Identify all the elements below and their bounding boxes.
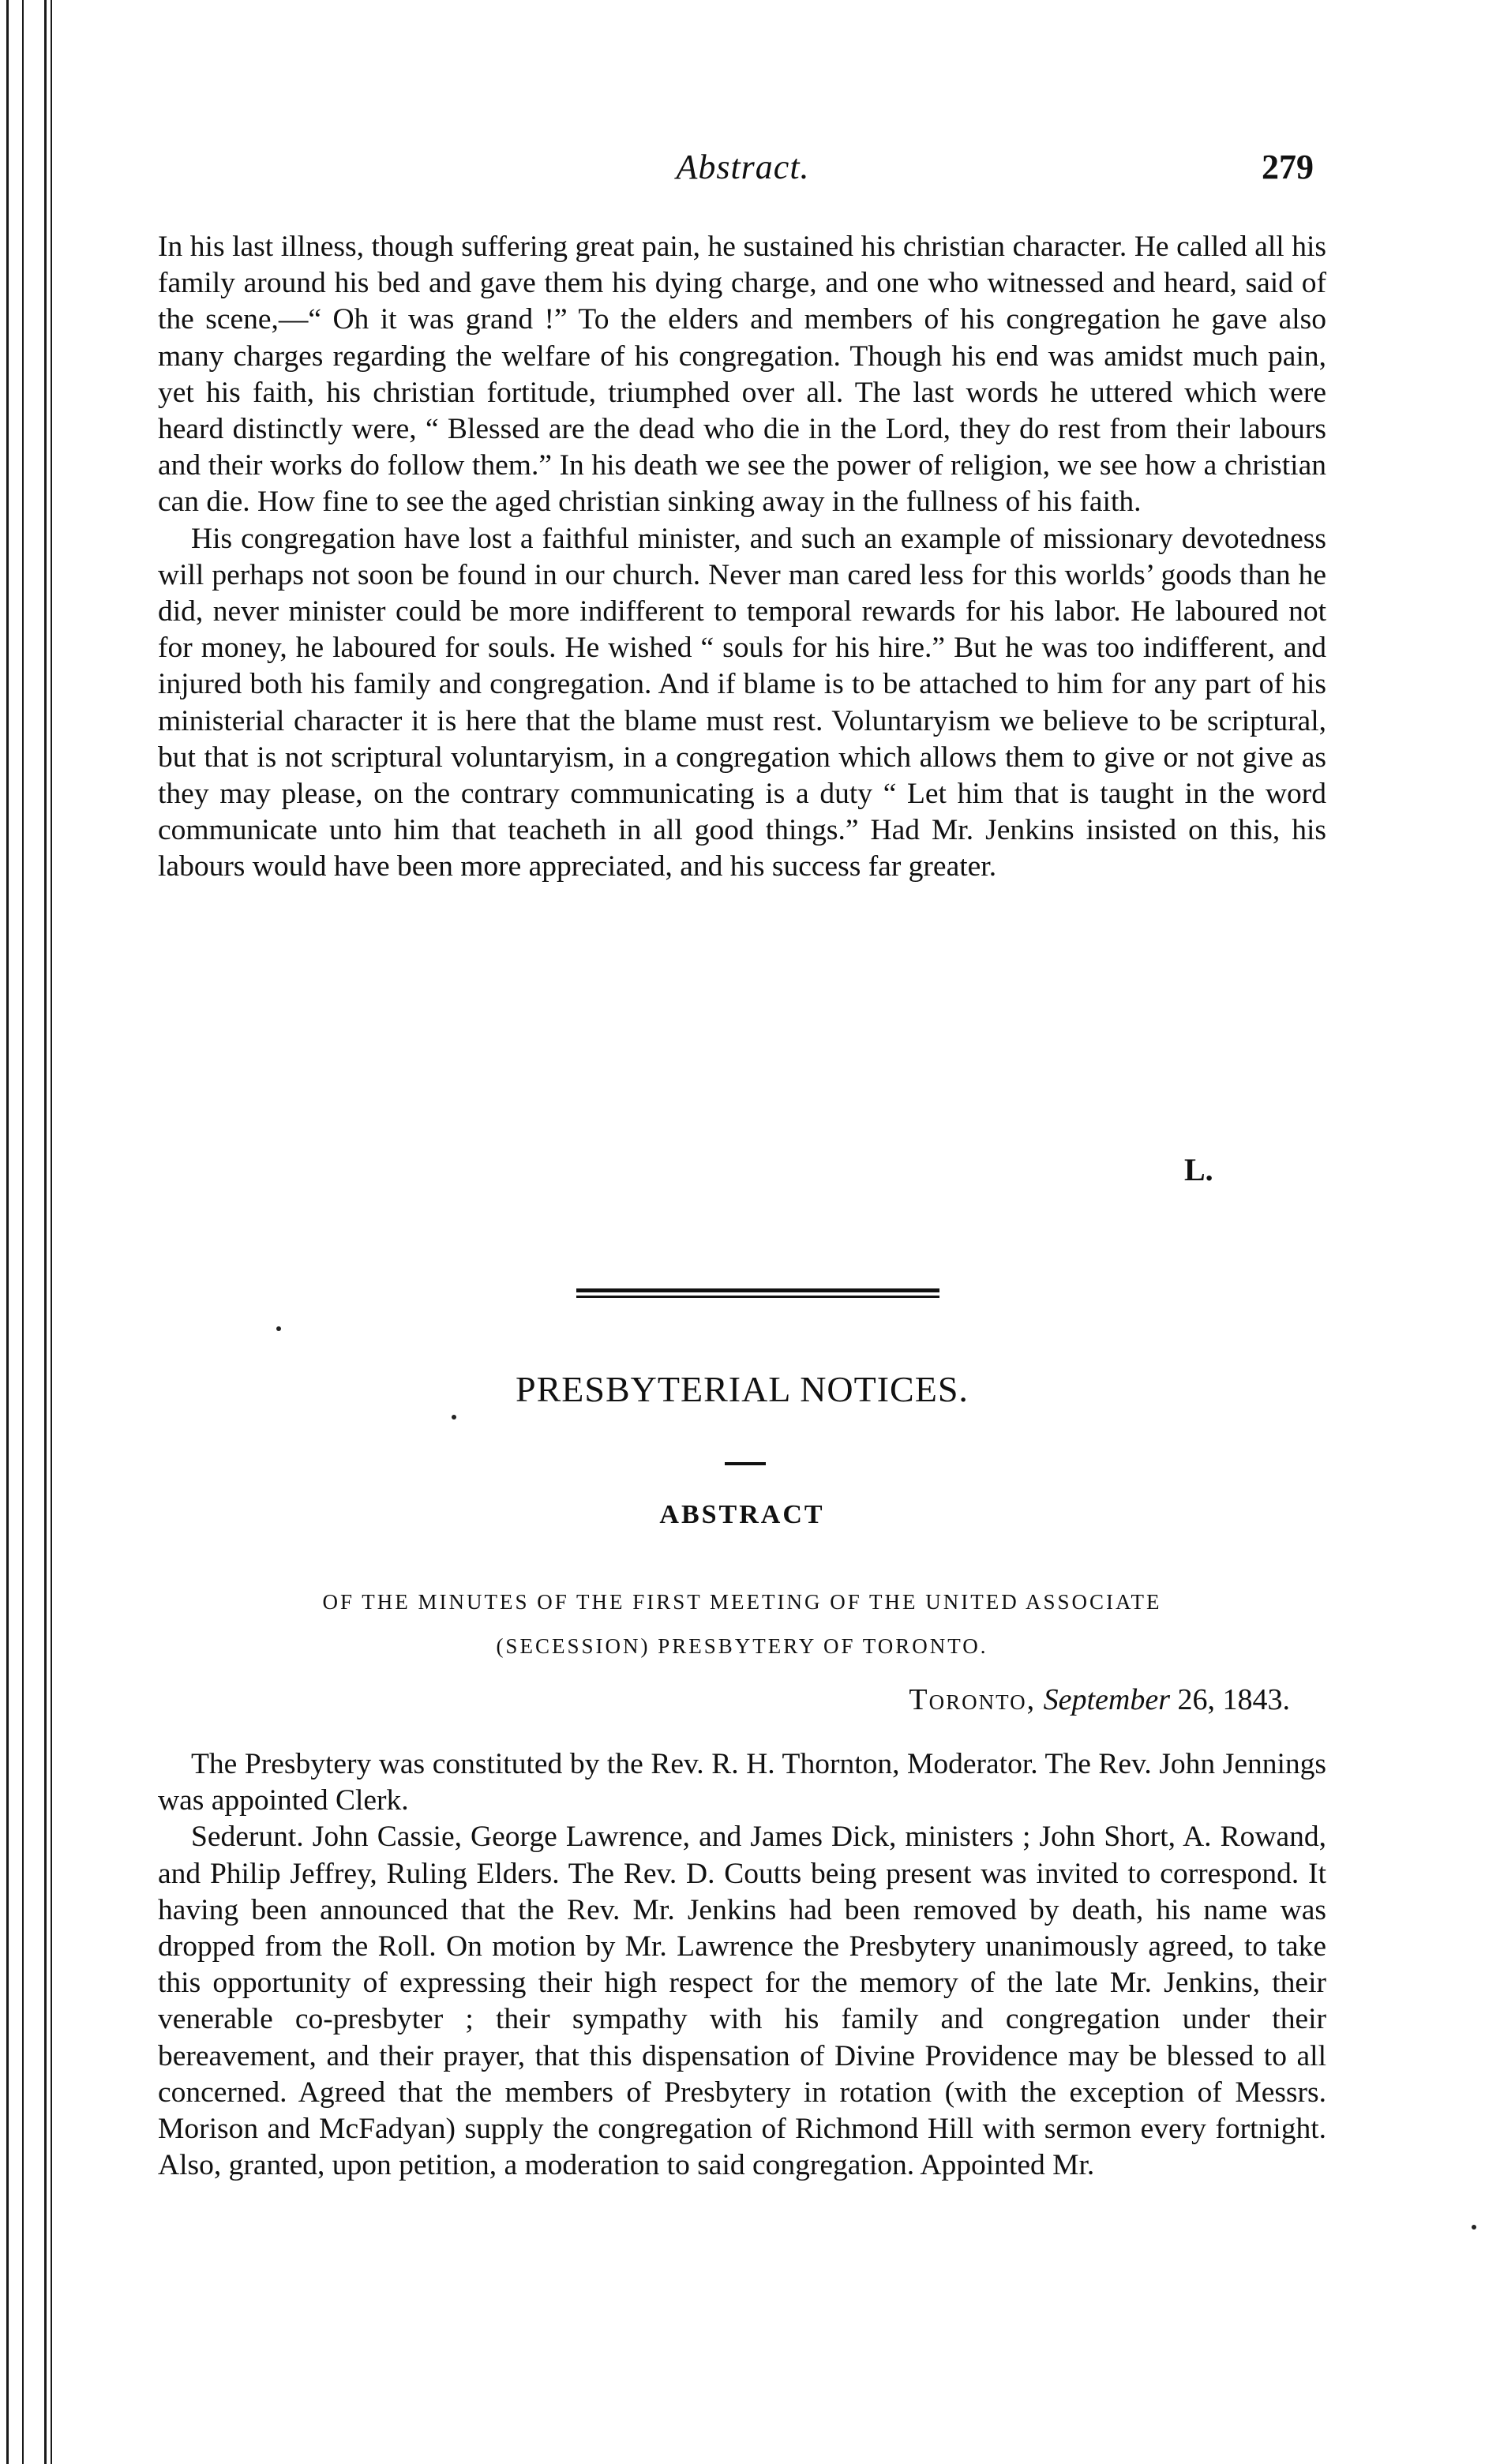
page-binding-edge (0, 0, 63, 2464)
minutes-paragraph-1: The Presbytery was constituted by the Rev. R. H. Thornton, Moderator. The Rev. John Jennings was appointed Clerk. (158, 1748, 1326, 1817)
minutes-text (158, 1746, 1326, 2184)
section-divider-rule (576, 1288, 939, 1298)
abstract-title: ABSTRACT (659, 1500, 825, 1529)
obituary-paragraph-1: In his last illness, though suffering great pain, he sustained his christian character. He called all his family around his bed and gave them his dying charge, and one who witnessed and heard, said of the scene,—“ Oh it was grand !” To the elders and members of his congregation he gave also many charges regarding the welfare of his congregation. Though his end was amidst much pain, yet his faith, his christian fortitude, triumphed over all. The last words he uttered which were heard distinctly were, “ Blessed are the dead who die in the Lord, they do rest from their labours and their works do follow them.” In his death we see the power of religion, we see how a christian can die. How fine to see the aged christian sinking away in the fullness of his faith. (158, 231, 1326, 519)
minutes-paragraph-2: Sederunt. John Cassie, George Lawrence, and James Dick, ministers ; John Short, A. Rowand, and Philip Jeffrey, Ruling Elders. The Rev. D. Coutts being present was invited to correspond. It having been announced that the Rev. Mr. Jenkins had been removed by death, his name was dropped from the Roll. On motion by Mr. Lawrence the Presbytery unanimously agreed, to take this opportunity of expressing their high respect for the memory of the late Mr. Jenkins, their venerable co-presbyter ; their sympathy with his family and congregation under their bereavement, and their prayer, that this dispensation of Divine Providence may be blessed to all concerned. Agreed that the members of Presbytery in rotation (with the exception of Messrs. Morison and McFadyan) supply the congregation of Richmond Hill with sermon every fortnight. Also, granted, upon petition, a moderation to said congregation. Appointed Mr. (158, 1821, 1326, 2182)
short-divider-rule (725, 1462, 766, 1465)
stray-mark (1472, 2225, 1476, 2230)
running-head: Abstract. (676, 148, 810, 186)
dateline (909, 1682, 1290, 1717)
signature: L. (1184, 1152, 1213, 1187)
dateline-month: September (1043, 1683, 1170, 1716)
section-title: PRESBYTERIAL NOTICES. (516, 1369, 969, 1409)
minutes-title-line-2: (SECESSION) PRESBYTERY OF TORONTO. (496, 1634, 988, 1658)
page-number: 279 (1262, 148, 1314, 186)
page-header (155, 147, 1331, 210)
minutes-title-line-1: OF THE MINUTES OF THE FIRST MEETING OF THE UNITED ASSOCIATE (322, 1590, 1162, 1614)
dateline-place: Toronto, (909, 1683, 1037, 1716)
obituary-paragraph-2: His congregation have lost a faithful minister, and such an example of missionary devotedness will perhaps not soon be found in our church. Never man cared less for this worlds’ goods than he did, never minister could be more indifferent to temporal rewards for his labor. He laboured not for money, he laboured for souls. He wished “ souls for his hire.” But he was too indifferent, and injured both his family and congregation. And if blame is to be attached to him for any part of his ministerial character it is here that the blame must rest. Voluntaryism we believe to be scriptural, but that is not scriptural voluntaryism, in a congregation which allows them to give or not give as they may please, on the contrary communicating is a duty “ Let him that is taught in the word communicate unto him that teacheth in all good things.” Had Mr. Jenkins insisted on this, his labours would have been more appreciated, and his success far greater. (158, 522, 1326, 883)
stray-mark (276, 1326, 281, 1331)
dateline-day-year: 26, 1843. (1177, 1683, 1290, 1716)
stray-mark (452, 1415, 456, 1420)
obituary-text (158, 229, 1326, 886)
